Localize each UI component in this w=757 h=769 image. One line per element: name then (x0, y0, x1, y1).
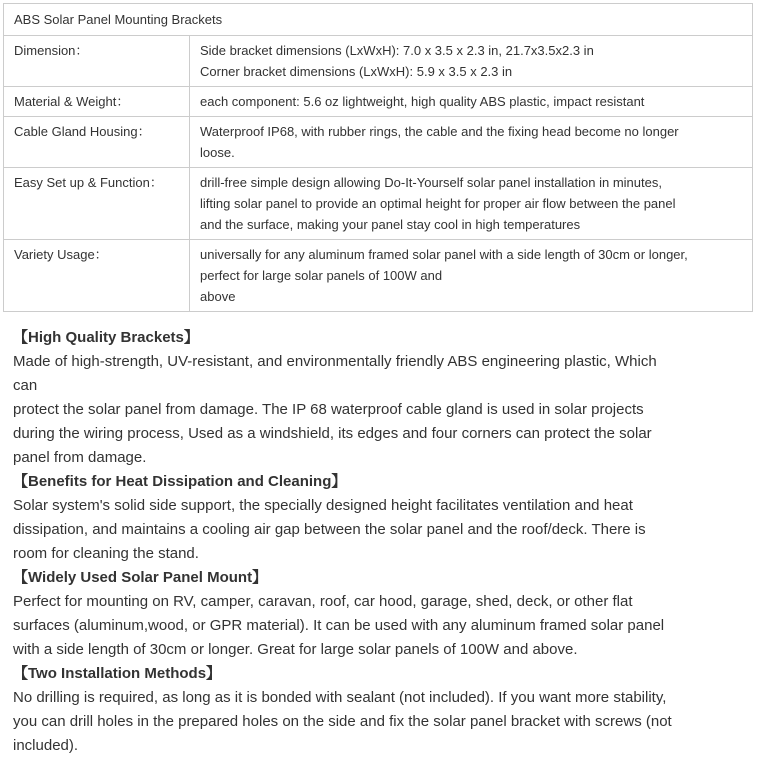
section-heading: 【Two Installation Methods】 (13, 665, 222, 682)
spec-label: Dimension： (4, 36, 190, 87)
spec-value-line: lifting solar panel to provide an optimal height for proper air flow between the panel (200, 196, 676, 211)
paragraph-line: protect the solar panel from damage. The IP 68 waterproof cable gland is used in solar projects (13, 401, 644, 418)
paragraph-line: during the wiring process, Used as a windshield, its edges and four corners can protect the solar (13, 425, 652, 442)
paragraph-line: Solar system's solid side support, the specially designed height facilitates ventilation and heat (13, 497, 633, 514)
description-section (13, 566, 735, 662)
spec-value-line: above (200, 289, 236, 304)
spec-label: Cable Gland Housing： (4, 117, 190, 168)
paragraph-line: dissipation, and maintains a cooling air gap between the solar panel and the roof/deck. There is (13, 521, 646, 538)
table-row (4, 87, 753, 117)
table-row (4, 36, 753, 87)
table-title-row (4, 4, 753, 36)
section-heading: 【Widely Used Solar Panel Mount】 (13, 569, 268, 586)
description-section (13, 470, 735, 566)
spec-value (190, 87, 753, 117)
spec-value-line: Side bracket dimensions (LxWxH): 7.0 x 3.5 x 2.3 in, 21.7x3.5x2.3 in (200, 43, 594, 58)
paragraph-line: can (13, 377, 38, 394)
table-row (4, 168, 753, 240)
description-section (13, 662, 735, 758)
spec-value-line: loose. (200, 145, 235, 160)
paragraph-line: you can drill holes in the prepared holes on the side and fix the solar panel bracket with screws (not (13, 713, 672, 730)
table-row (4, 117, 753, 168)
paragraph-line: No drilling is required, as long as it is bonded with sealant (not included). If you want more stability, (13, 689, 667, 706)
spec-value-line: perfect for large solar panels of 100W and (200, 268, 443, 283)
spec-value-line: and the surface, making your panel stay cool in high temperatures (200, 217, 581, 232)
spec-value (190, 240, 753, 312)
spec-label: Easy Set up & Function： (4, 168, 190, 240)
spec-value-line: Waterproof IP68, with rubber rings, the cable and the fixing head become no longer (200, 124, 679, 139)
spec-value-line: Corner bracket dimensions (LxWxH): 5.9 x 3.5 x 2.3 in (200, 64, 513, 79)
description-section (13, 326, 735, 470)
paragraph-line: with a side length of 30cm or longer. Great for large solar panels of 100W and above. (13, 641, 578, 658)
spec-value-line: universally for any aluminum framed solar panel with a side length of 30cm or longer, (200, 247, 688, 262)
table-title: ABS Solar Panel Mounting Brackets (4, 4, 753, 36)
paragraph-line: surfaces (aluminum,wood, or GPR material). It can be used with any aluminum framed solar panel (13, 617, 665, 634)
product-description (13, 326, 735, 758)
section-heading: 【Benefits for Heat Dissipation and Cleaning】 (13, 473, 347, 490)
spec-label: Material & Weight： (4, 87, 190, 117)
spec-value (190, 117, 753, 168)
spec-value-line: each component: 5.6 oz lightweight, high quality ABS plastic, impact resistant (200, 94, 645, 109)
paragraph-line: Made of high-strength, UV-resistant, and environmentally friendly ABS engineering plastic, Which (13, 353, 657, 370)
paragraph-line: included). (13, 737, 79, 754)
paragraph-line: room for cleaning the stand. (13, 545, 199, 562)
section-heading: 【High Quality Brackets】 (13, 329, 199, 346)
table-row (4, 240, 753, 312)
spec-value-line: drill-free simple design allowing Do-It-Yourself solar panel installation in minutes, (200, 175, 662, 190)
paragraph-line: Perfect for mounting on RV, camper, caravan, roof, car hood, garage, shed, deck, or other flat (13, 593, 633, 610)
spec-value (190, 168, 753, 240)
spec-table (3, 3, 753, 312)
paragraph-line: panel from damage. (13, 449, 147, 466)
spec-value (190, 36, 753, 87)
spec-label: Variety Usage： (4, 240, 190, 312)
